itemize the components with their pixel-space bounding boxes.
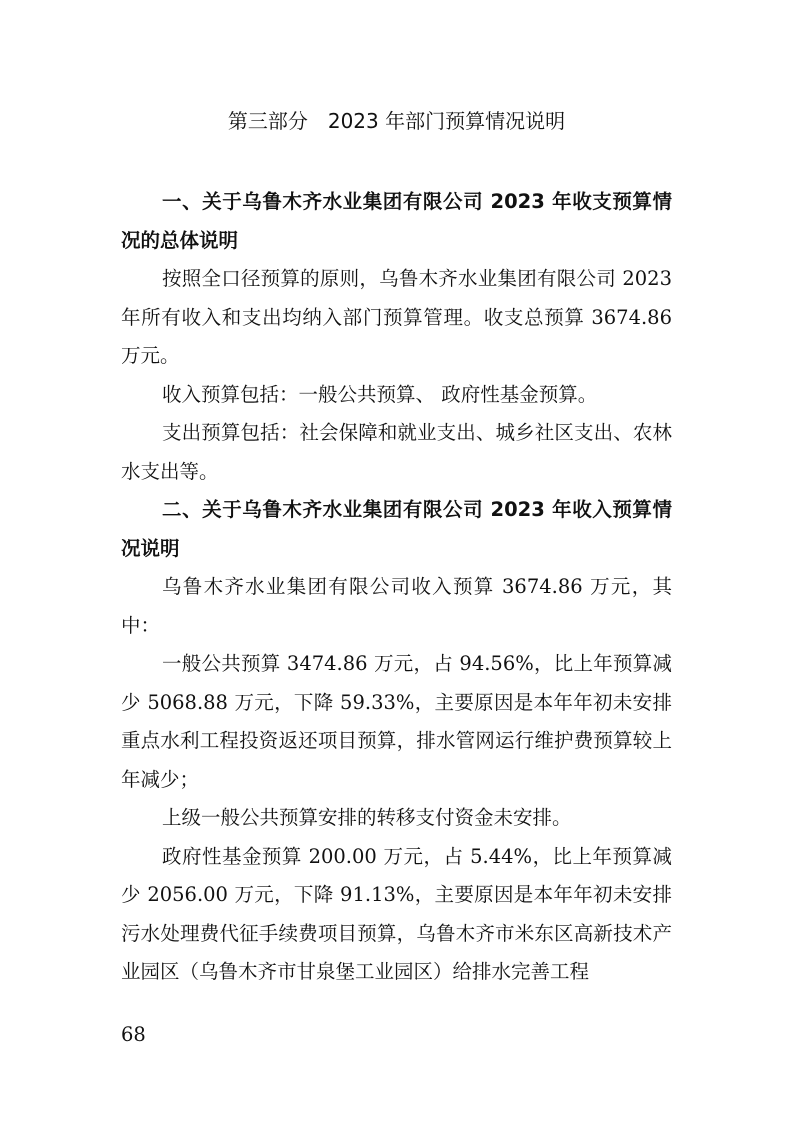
paragraph-income-total: 乌鲁木齐水业集团有限公司收入预算 3674.86 万元，其中： <box>121 575 672 637</box>
page-title: 第三部分 2023 年部门预算情况说明 <box>227 109 566 133</box>
paragraph-government-fund: 政府性基金预算 200.00 万元，占 5.44%，比上年预算减少 2056.00 万元，下降 91.13%，主要原因是本年年初未安排污水处理费代征手续费项目预算，乌鲁木齐市米东区高新技术产业园区（乌鲁木齐市甘泉堡工业园区）给排水完善工程 <box>121 844 672 983</box>
paragraph-income-scope: 收入预算包括：一般公共预算、 政府性基金预算。 <box>162 382 598 406</box>
paragraph-transfer-payment: 上级一般公共预算安排的转移支付资金未安排。 <box>162 806 572 829</box>
document-body <box>121 183 672 992</box>
paragraph-expense-scope: 支出预算包括：社会保障和就业支出、城乡社区支出、农林水支出等。 <box>121 421 672 483</box>
paragraph-general-budget: 一般公共预算 3474.86 万元，占 94.56%，比上年预算减少 5068.88 万元，下降 59.33%，主要原因是本年年初未安排重点水利工程投资返还项目预算，排水管网运行维护费预算较上年减少； <box>121 652 672 791</box>
page-number: 68 <box>121 1023 146 1046</box>
paragraph-overview: 按照全口径预算的原则，乌鲁木齐水业集团有限公司 2023 年所有收入和支出均纳入部门预算管理。收支总预算 3674.86 万元。 <box>121 267 672 367</box>
section-heading-2: 二、关于乌鲁木齐水业集团有限公司 2023 年收入预算情况说明 <box>121 498 672 560</box>
section-heading-1: 一、关于乌鲁木齐水业集团有限公司 2023 年收支预算情况的总体说明 <box>121 190 672 252</box>
